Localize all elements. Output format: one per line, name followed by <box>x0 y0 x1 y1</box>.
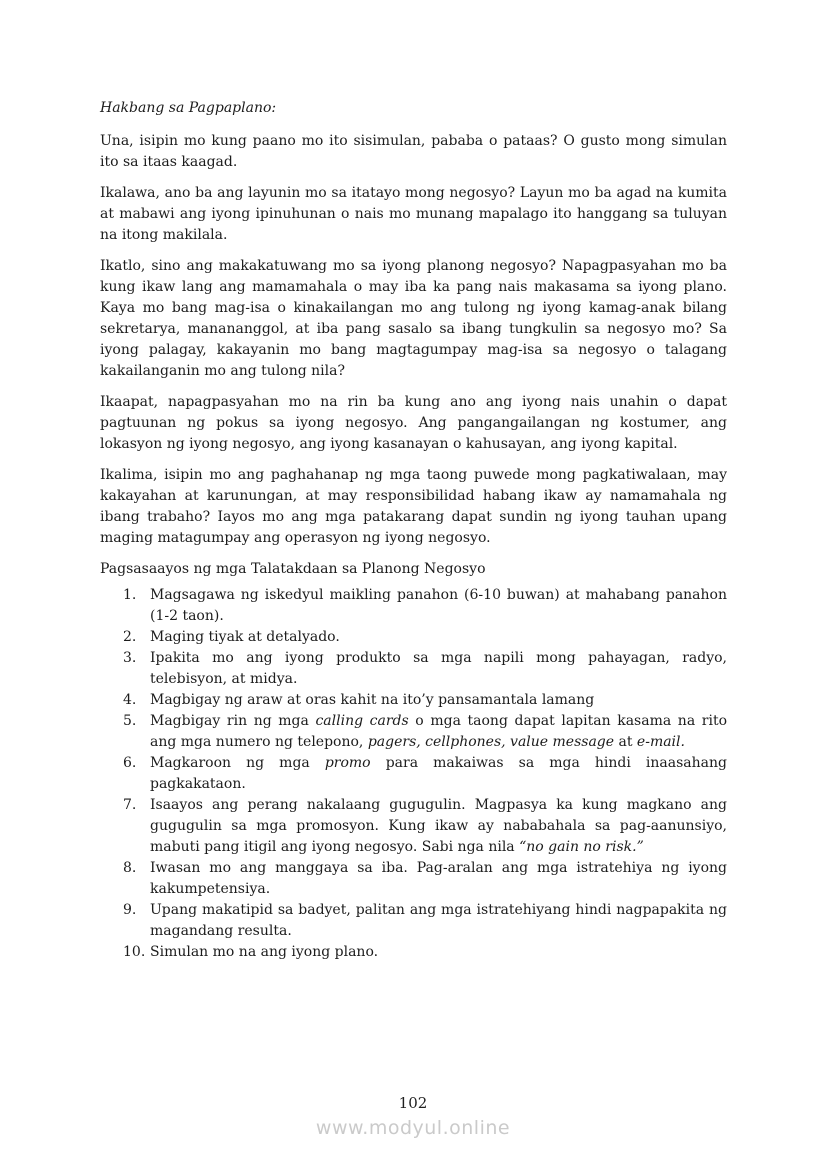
list-item-text: Magbigay ng araw at oras kahit na ito’y pansamantala lamang <box>150 692 595 708</box>
list-item-text: Magsagawa ng iskedyul maikling panahon (6-10 buwan) at mahabang panahon (1-2 taon). <box>150 587 727 624</box>
list-heading: Pagsasaayos ng mga Talatakdaan sa Planong Negosyo <box>100 561 486 577</box>
list-item-text: Upang makatipid sa badyet, palitan ang mga istratehiyang hindi nagpapakita ng magandang resulta. <box>150 902 727 939</box>
list-item-number: 4. <box>123 692 137 708</box>
list-item <box>123 585 727 627</box>
list-item <box>123 627 727 648</box>
list-item-text: Ipakita mo ang iyong produkto sa mga napili mong pahayagan, radyo, telebisyon, at midya. <box>150 650 727 687</box>
list-item-number: 10. <box>123 944 146 960</box>
list-item-number: 7. <box>123 797 137 813</box>
list-item-text: Magkaroon ng mga promo para makaiwas sa mga hindi inaasahang pagkakataon. <box>150 755 727 792</box>
list-item-text: Iwasan mo ang manggaya sa iba. Pag-aralan ang mga istratehiya ng iyong kakumpetensiya. <box>150 860 727 897</box>
list-item-text: Simulan mo na ang iyong plano. <box>150 944 379 960</box>
paragraph-una: Una, isipin mo kung paano mo ito sisimulan, pababa o pataas? O gusto mong simulan ito sa itaas kaagad. <box>100 133 727 170</box>
list-item-number: 3. <box>123 650 137 666</box>
list-item <box>123 858 727 900</box>
watermark: www.modyul.online <box>315 1117 511 1139</box>
list-item-number: 8. <box>123 860 137 876</box>
list-item-text: Magbigay rin ng mga calling cards o mga taong dapat lapitan kasama na rito ang mga numero ng telepono, pagers, cellphones, value message at e-mail. <box>150 713 727 750</box>
section-heading: Hakbang sa Pagpaplano: <box>100 100 277 116</box>
list-item-number: 1. <box>123 587 137 603</box>
list-item <box>123 942 727 963</box>
paragraph-ikalima: Ikalima, isipin mo ang paghahanap ng mga taong puwede mong pagkatiwalaan, may kakayahan at karunungan, at may responsibilidad habang ikaw ay namamahala ng ibang trabaho? Iayos mo ang mga patakarang dapat sundin ng iyong tauhan upang maging matagumpay ang operasyon ng iyong negosyo. <box>100 467 727 546</box>
paragraph-ikaapat: Ikaapat, napagpasyahan mo na rin ba kung ano ang iyong nais unahin o dapat pagtuunan ng pokus sa iyong negosyo. Ang pangangailangan ng kostumer, ang lokasyon ng iyong negosyo, ang iyong kasanayan o kahusayan, ang iyong kapital. <box>100 394 727 452</box>
list-item-number: 6. <box>123 755 137 771</box>
list-item-text: Isaayos ang perang nakalaang gugugulin. Magpasya ka kung magkano ang gugugulin sa mga promosyon. Kung ikaw ay nababahala sa pag-aanunsiyo, mabuti pang itigil ang iyong negosyo. Sabi nga nila “no gain no risk.” <box>150 797 727 855</box>
list-item-text: Maging tiyak at detalyado. <box>150 629 340 645</box>
list-item-number: 9. <box>123 902 137 918</box>
page-content <box>100 98 727 963</box>
page-number: 102 <box>398 1094 428 1112</box>
list-item <box>123 795 727 858</box>
list-item <box>123 711 727 753</box>
list-item <box>123 648 727 690</box>
list-item-number: 5. <box>123 713 137 729</box>
list-item-number: 2. <box>123 629 137 645</box>
list-item <box>123 690 727 711</box>
numbered-list <box>100 585 727 963</box>
paragraph-ikalawa: Ikalawa, ano ba ang layunin mo sa itatayo mong negosyo? Layun mo ba agad na kumita at mabawi ang iyong ipinuhunan o nais mo munang mapalago ito hanggang sa tuluyan na itong makilala. <box>100 185 727 243</box>
list-item <box>123 900 727 942</box>
paragraph-ikatlo: Ikatlo, sino ang makakatuwang mo sa iyong planong negosyo? Napagpasyahan mo ba kung ikaw lang ang mamamahala o may iba ka pang nais makasama sa iyong plano. Kaya mo bang mag-isa o kinakailangan mo ang tulong ng iyong kamag-anak bilang sekretarya, manananggol, at iba pang sasalo sa ibang tungkulin sa negosyo mo? Sa iyong palagay, kakayanin mo bang magtagumpay mag-isa sa negosyo o talagang kakailanganin mo ang tulong nila? <box>100 258 727 379</box>
list-item <box>123 753 727 795</box>
